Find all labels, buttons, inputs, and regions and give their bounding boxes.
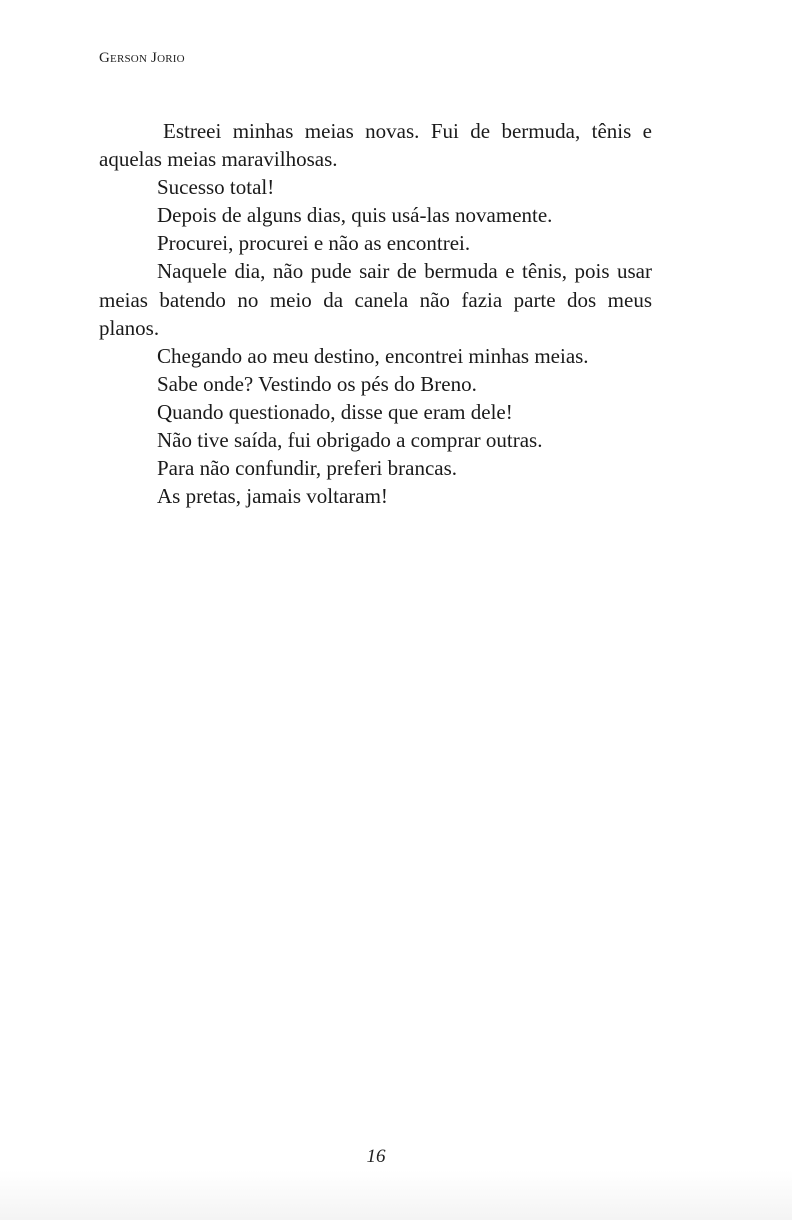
page-number: 16 [366,1146,386,1167]
paragraph: Sabe onde? Vestindo os pés do Breno. [157,371,477,396]
paragraph: Sucesso total! [157,175,275,200]
body-text [99,117,652,510]
paragraph: Procurei, procurei e não as encontrei. [157,231,471,256]
paragraph: Naquele dia, não pude sair de bermuda e tênis, pois usar meias batendo no meio da canela não fazia parte dos meus planos. [99,259,652,340]
paragraph: Estreei minhas meias novas. Fui de bermuda, tênis e aquelas meias maravilhosas. [99,119,652,172]
paragraph: Não tive saída, fui obrigado a comprar outras. [157,428,543,453]
paragraph: Para não confundir, preferi brancas. [157,456,458,481]
paragraph: Chegando ao meu destino, encontrei minhas meias. [157,343,589,368]
paragraph: As pretas, jamais voltaram! [157,484,388,509]
paragraph: Quando questionado, disse que eram dele! [157,399,513,424]
paragraph: Depois de alguns dias, quis usá-las novamente. [157,203,553,228]
running-header: Gerson Jorio [99,50,185,66]
